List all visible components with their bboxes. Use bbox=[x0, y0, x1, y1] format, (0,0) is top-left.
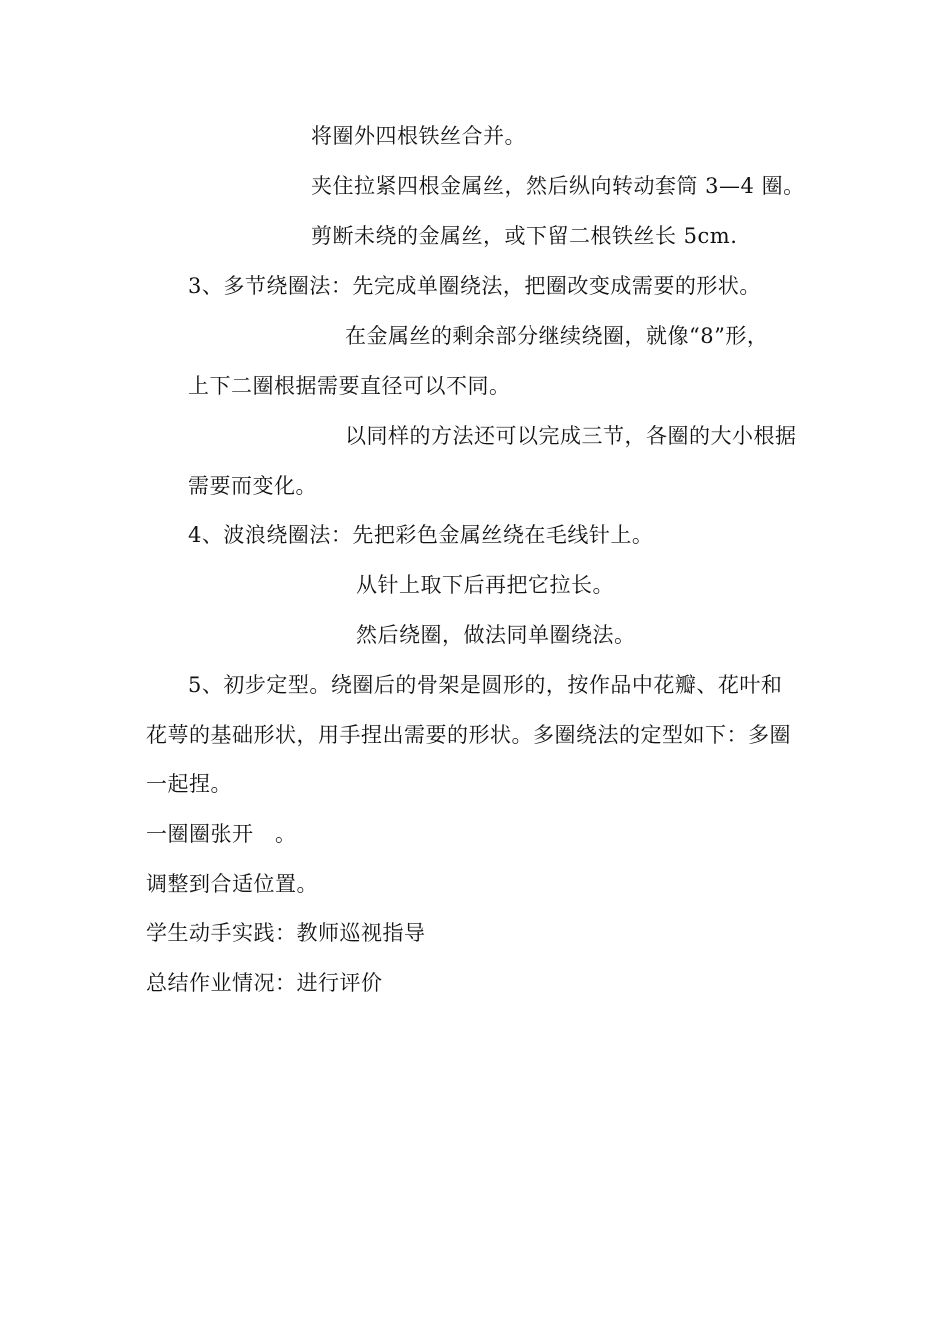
text-line: 一圈圈张开 。 bbox=[146, 822, 297, 846]
text-line: 学生动手实践：教师巡视指导 bbox=[146, 921, 426, 945]
text-line: 然后绕圈，做法同单圈绕法。 bbox=[356, 623, 636, 647]
text-line: 3、多节绕圈法：先完成单圈绕法，把圈改变成需要的形状。 bbox=[188, 274, 761, 298]
text-line: 夹住拉紧四根金属丝，然后纵向转动套筒 3—4 圈。 bbox=[311, 174, 805, 198]
text-line: 从针上取下后再把它拉长。 bbox=[356, 573, 614, 597]
text-line: 需要而变化。 bbox=[188, 474, 317, 498]
text-line: 剪断未绕的金属丝，或下留二根铁丝长 5cm. bbox=[311, 224, 738, 248]
text-line: 4、波浪绕圈法：先把彩色金属丝绕在毛线针上。 bbox=[188, 523, 654, 547]
text-line: 一起捏。 bbox=[146, 772, 232, 796]
text-line: 调整到合适位置。 bbox=[146, 872, 318, 896]
text-line: 上下二圈根据需要直径可以不同。 bbox=[188, 374, 511, 398]
text-line: 将圈外四根铁丝合并。 bbox=[311, 124, 526, 148]
text-line: 花萼的基础形状，用手捏出需要的形状。多圈绕法的定型如下：多圈 bbox=[146, 723, 791, 747]
text-line: 以同样的方法还可以完成三节，各圈的大小根据 bbox=[345, 424, 797, 448]
text-line: 在金属丝的剩余部分继续绕圈，就像“8”形， bbox=[345, 324, 769, 348]
text-line: 总结作业情况：进行评价 bbox=[146, 971, 383, 995]
text-line: 5、初步定型。绕圈后的骨架是圆形的，按作品中花瓣、花叶和 bbox=[188, 673, 783, 697]
